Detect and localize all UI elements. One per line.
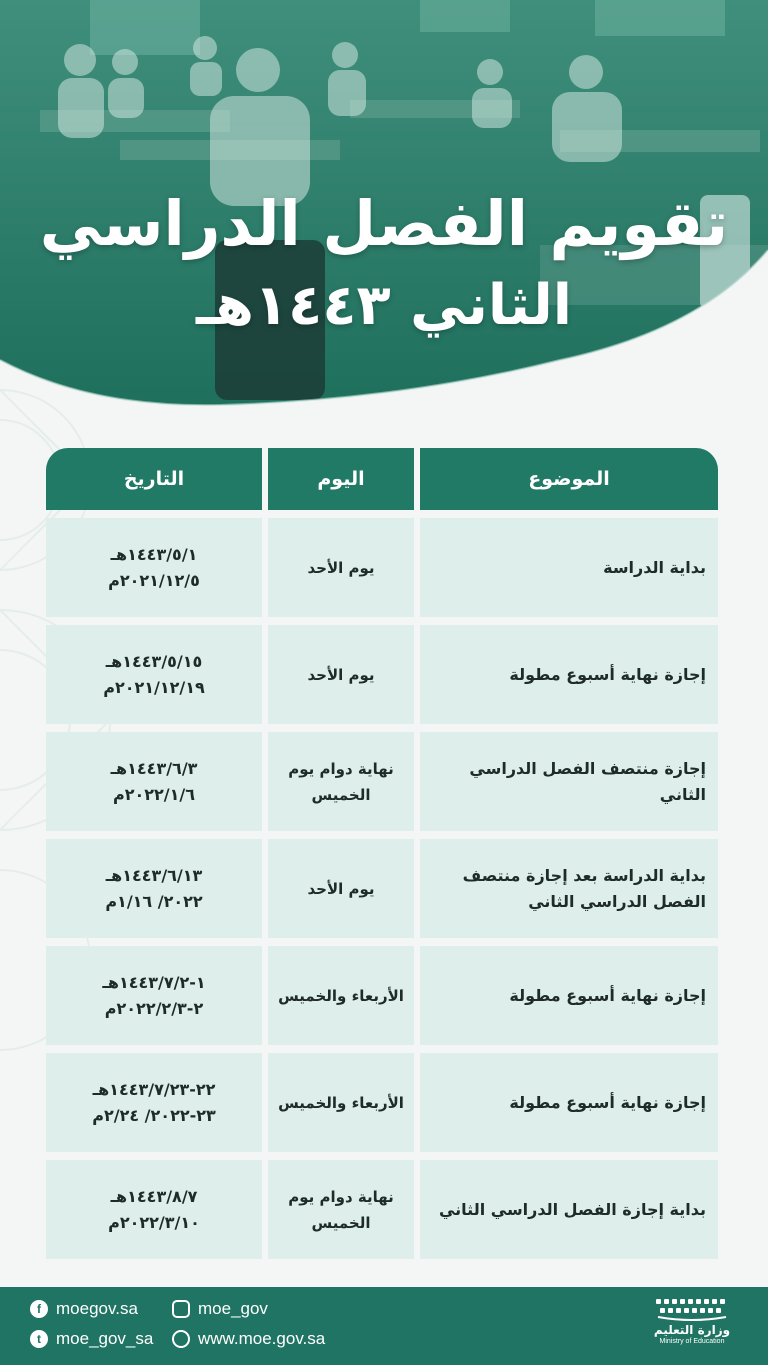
schedule-table xyxy=(46,448,718,1267)
date-gregorian: ٢-٢٠٢٢/٢/٣م xyxy=(104,998,204,1018)
logo-arabic-text: وزارة التعليم xyxy=(653,1323,731,1337)
table-row xyxy=(46,518,718,617)
table-row xyxy=(46,1160,718,1259)
table-row xyxy=(46,625,718,724)
twitter-link[interactable] xyxy=(30,1329,153,1349)
website-link[interactable] xyxy=(172,1329,325,1349)
row-date xyxy=(46,839,262,938)
date-gregorian: ٢٣-٢٠٢٢/ ٢/٢٤م xyxy=(92,1105,216,1125)
row-date xyxy=(46,625,262,724)
table-row xyxy=(46,732,718,831)
row-subject: إجازة منتصف الفصل الدراسي الثاني xyxy=(420,732,718,831)
table-row xyxy=(46,946,718,1045)
date-hijri: ١٤٤٣/٥/١٥هـ xyxy=(105,651,203,671)
facebook-handle: moegov.sa xyxy=(56,1299,138,1318)
date-gregorian: ٢٠٢٢/ ١/١٦م xyxy=(105,891,203,911)
footer-bar xyxy=(0,1287,768,1365)
table-row xyxy=(46,1053,718,1152)
date-hijri: ١٤٤٣/٨/٧هـ xyxy=(110,1186,198,1206)
row-subject: بداية الدراسة xyxy=(420,518,718,617)
twitter-handle: moe_gov_sa xyxy=(56,1329,154,1348)
date-gregorian: ٢٠٢١/١٢/١٩م xyxy=(103,677,205,697)
date-hijri: ١٤٤٣/٦/٣هـ xyxy=(110,758,198,778)
row-subject: بداية الدراسة بعد إجازة منتصف الفصل الدراسي الثاني xyxy=(420,839,718,938)
row-day: نهاية دوام يوم الخميس xyxy=(268,732,414,831)
row-date xyxy=(46,946,262,1045)
twitter-icon: t xyxy=(30,1330,48,1348)
column-header-subject: الموضوع xyxy=(420,448,718,510)
date-hijri: ٢٢-١٤٤٣/٧/٢٣هـ xyxy=(92,1079,216,1099)
date-hijri: ١-١٤٤٣/٧/٢هـ xyxy=(102,972,206,992)
date-hijri: ١٤٤٣/٦/١٣هـ xyxy=(105,865,203,885)
ministry-logo xyxy=(642,1295,742,1357)
instagram-handle: moe_gov xyxy=(198,1299,268,1318)
ministry-logo-icon xyxy=(654,1295,730,1321)
date-gregorian: ٢٠٢٢/٣/١٠م xyxy=(108,1212,200,1232)
instagram-link[interactable] xyxy=(172,1299,268,1319)
globe-icon xyxy=(172,1330,190,1348)
logo-english-text: Ministry of Education xyxy=(659,1338,725,1345)
row-date xyxy=(46,1053,262,1152)
page-subtitle: الثاني ١٤٤٣هـ xyxy=(196,273,572,338)
row-day: يوم الأحد xyxy=(268,839,414,938)
row-day: يوم الأحد xyxy=(268,625,414,724)
hero-banner xyxy=(0,0,768,420)
facebook-link[interactable] xyxy=(30,1299,138,1319)
row-day: الأربعاء والخميس xyxy=(268,946,414,1045)
date-gregorian: ٢٠٢١/١٢/٥م xyxy=(108,570,200,590)
row-day: الأربعاء والخميس xyxy=(268,1053,414,1152)
column-header-day: اليوم xyxy=(268,448,414,510)
website-url: www.moe.gov.sa xyxy=(198,1329,326,1348)
row-subject: إجازة نهاية أسبوع مطولة xyxy=(420,1053,718,1152)
page-title: تقويم الفصل الدراسي xyxy=(39,187,729,260)
row-subject: إجازة نهاية أسبوع مطولة xyxy=(420,946,718,1045)
date-hijri: ١٤٤٣/٥/١هـ xyxy=(110,544,198,564)
row-subject: بداية إجازة الفصل الدراسي الثاني xyxy=(420,1160,718,1259)
instagram-icon xyxy=(172,1300,190,1318)
table-header-row xyxy=(46,448,718,510)
row-date xyxy=(46,732,262,831)
column-header-date: التاريخ xyxy=(46,448,262,510)
row-day: يوم الأحد xyxy=(268,518,414,617)
row-day: نهاية دوام يوم الخميس xyxy=(268,1160,414,1259)
row-subject: إجازة نهاية أسبوع مطولة xyxy=(420,625,718,724)
facebook-icon: f xyxy=(30,1300,48,1318)
table-row xyxy=(46,839,718,938)
row-date xyxy=(46,1160,262,1259)
row-date xyxy=(46,518,262,617)
date-gregorian: ٢٠٢٢/١/٦م xyxy=(112,784,195,804)
